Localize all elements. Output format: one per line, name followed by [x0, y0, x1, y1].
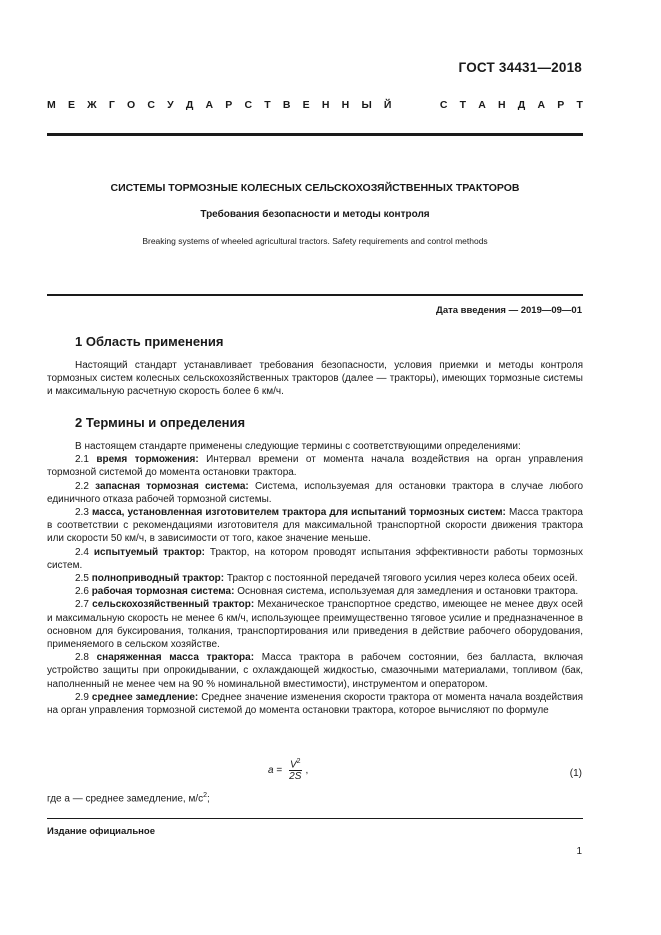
banner-letter: С	[244, 99, 253, 111]
banner-letter: Е	[67, 99, 75, 111]
banner-letter: Т	[576, 99, 583, 111]
term-number: 2.7	[75, 599, 93, 611]
banner-letter: С	[147, 99, 155, 111]
banner-letter: Д	[185, 99, 194, 111]
formula-numerator: $V^2$	[289, 758, 301, 771]
term-definition	[47, 585, 583, 598]
term-text: Масса трактора в рабочем состоянии, без балласта, включая устройство защиты при опрокидывании, с охлаждающей жидкостью, смазочными материалами, топливом (бак, наполненный не менее чем на 90 % номинальной вместимости), инструментом и оператором.	[47, 652, 584, 690]
intro-date: Дата введения — 2019—09—01	[436, 305, 582, 316]
banner-letter: Н	[341, 99, 350, 111]
term-definition	[47, 506, 583, 546]
banner-letter: С	[439, 99, 448, 111]
banner-gap	[404, 99, 428, 111]
banner-letter: М	[47, 99, 56, 111]
term-name: полноприводный трактор:	[91, 573, 225, 585]
term-text: Трактор, на котором проводят испытания эффективности работы тормозных систем.	[47, 546, 583, 571]
formula-number: (1)	[569, 768, 582, 779]
term-number: 2.8	[75, 652, 97, 664]
term-text: Система, используемая для остановки трактора в случае любого единичного отказа рабочей тормозной системы.	[47, 480, 584, 505]
formula-fraction	[289, 758, 302, 782]
term-text: Трактор с постоянной передачей тягового усилия через колеса обеих осей.	[224, 573, 578, 585]
term-number: 2.3	[75, 507, 93, 519]
banner-letter: Д	[517, 99, 526, 111]
banner-letter: Ж	[87, 99, 97, 111]
banner-letter: А	[205, 99, 214, 111]
term-number: 2.6	[75, 586, 92, 598]
section-2-intro: В настоящем стандарте применены следующие термины с соответствующими определениями:	[75, 441, 521, 452]
edition-note: Издание официальное	[47, 826, 155, 837]
banner-letter: Й	[383, 99, 392, 111]
banner-letter: У	[167, 99, 174, 111]
term-text: Механическое транспортное средство, имеющее не менее двух осей и максимальную скорость не менее 6 км/ч, использующее преимущественно тяговое усилие и предназначенное в основном для буксирования, толкания, транспортирования или приведения в действие рабочего оборудования, применяемого в сельском хозяйстве.	[47, 599, 583, 651]
document-subtitle: Требования безопасности и методы контроля	[200, 209, 430, 220]
term-name: среднее замедление:	[91, 691, 199, 703]
formula-where: где a — среднее замедление, $м/с^2$;	[47, 792, 210, 805]
banner-letter: А	[478, 99, 486, 111]
section-1-text	[47, 359, 583, 399]
term-definition	[47, 651, 583, 691]
term-name: испытуемый трактор:	[93, 546, 206, 558]
term-definition	[47, 546, 583, 572]
section-2-terms	[47, 440, 583, 717]
term-name: время торможения:	[96, 454, 199, 466]
footer-rule	[47, 818, 583, 819]
formula-tail: ,	[305, 764, 309, 776]
formula-equals: =	[276, 764, 283, 776]
banner-letter: Т	[459, 99, 467, 111]
banner-letter: О	[126, 99, 136, 111]
banner-letter: Н	[321, 99, 330, 111]
term-number: 2.2	[75, 480, 96, 492]
term-definition	[47, 453, 583, 479]
banner-letter: В	[282, 99, 291, 111]
term-name: рабочая тормозная система:	[91, 586, 235, 598]
term-name: масса, установленная изготовителем трактора для испытаний тормозных систем:	[92, 507, 506, 519]
section-2-heading: 2 Термины и определения	[75, 415, 246, 430]
header-rule	[47, 133, 583, 136]
banner-letter: Р	[225, 99, 233, 111]
banner-letter: Н	[498, 99, 506, 111]
banner-letter: А	[537, 99, 546, 111]
term-number: 2.5	[75, 573, 92, 585]
formula-denominator: 2S	[289, 771, 302, 783]
term-number: 2.1	[75, 454, 97, 466]
term-number: 2.4	[75, 546, 94, 558]
term-name: снаряженная масса трактора:	[96, 652, 255, 664]
term-number: 2.9	[75, 691, 92, 703]
term-definition	[47, 691, 583, 717]
banner-letter: Е	[302, 99, 310, 111]
term-text: Основная система, используемая для замедления и остановки трактора.	[234, 586, 579, 598]
term-name: запасная тормозная система:	[95, 480, 249, 492]
term-name: сельскохозяйственный трактор:	[92, 599, 255, 611]
document-title: СИСТЕМЫ ТОРМОЗНЫЕ КОЛЕСНЫХ СЕЛЬСКОХОЗЯЙСТВЕННЫХ ТРАКТОРОВ	[110, 182, 520, 194]
formula-lhs: a	[268, 764, 274, 776]
interstate-standard-banner	[47, 99, 583, 111]
term-text: Интервал времени от момента начала воздействия на орган управления тормозной системой до момента остановки трактора.	[47, 454, 583, 479]
page-number: 1	[576, 846, 582, 857]
banner-letter: Г	[108, 99, 115, 111]
term-definition	[47, 480, 583, 506]
standard-number: ГОСТ 34431—2018	[458, 60, 582, 75]
term-text: Среднее значение изменения скорости трактора от момента начала воздействия на орган управления тормозной системой до момента остановки трактора, которое вычисляют по формуле	[47, 691, 583, 717]
banner-letter: Ы	[361, 99, 372, 111]
term-definition	[47, 572, 583, 585]
formula	[268, 758, 308, 782]
section-1-paragraph: Настоящий стандарт устанавливает требования безопасности, условия приемки и методы контроля тормозных систем колесных сельскохозяйственных тракторов (далее — тракторы), имеющих тормозные системы и максимальную расчетную скорость более 6 км/ч.	[47, 360, 583, 398]
title-rule	[47, 294, 583, 296]
banner-letter: Т	[264, 99, 271, 111]
term-text: Масса трактора в соответствии с рекомендациями изготовителя для максимальной транспортной скорости движения трактора или скорости 50 км/ч, в зависимости от того, какое значение меньше.	[47, 507, 583, 545]
term-definition	[47, 598, 583, 651]
banner-letter: Р	[557, 99, 565, 111]
section-1-heading: 1 Область применения	[75, 334, 224, 349]
document-english-title: Breaking systems of wheeled agricultural tractors. Safety requirements and control methods	[142, 236, 488, 246]
